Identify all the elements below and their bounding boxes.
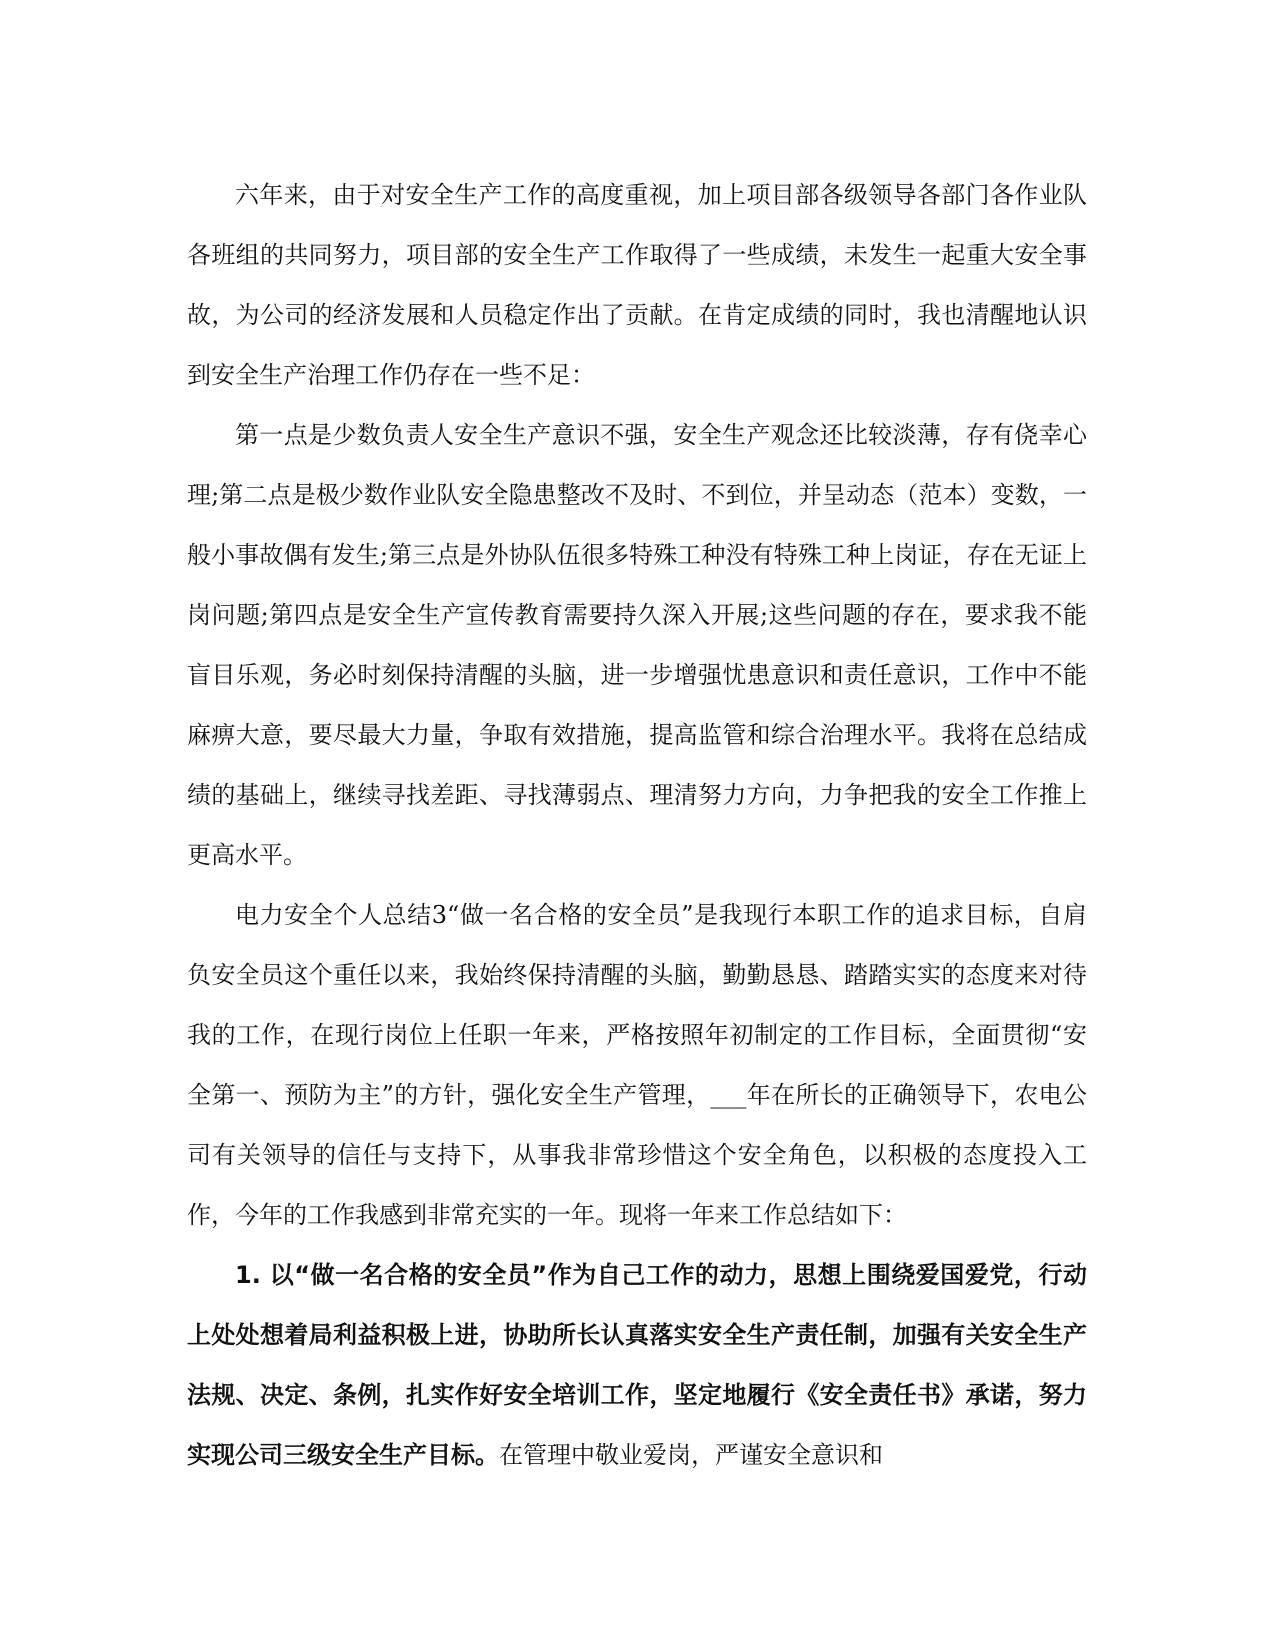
paragraph-2: 第一点是少数负责人安全生产意识不强，安全生产观念还比较淡薄，存有侥幸心理;第二点是极少数作业队安全隐患整改不及时、不到位，并呈动态（范本）变数，一般小事故偶有发生;第三点是外协队伍很多特殊工种没有特殊工种上岗证，存在无证上岗问题;第四点是安全生产宣传教育需要持久深入开展;这些问题的存在，要求我不能盲目乐观，务必时刻保持清醒的头脑，进一步增强忧患意识和责任意识，工作中不能麻痹大意，要尽最大力量，争取有效措施，提高监管和综合治理水平。我将在总结成绩的基础上，继续寻找差距、寻找薄弱点、理清努力方向，力争把我的安全工作推上更高水平。: [187, 421, 1087, 869]
paragraph-3: 电力安全个人总结3“做一名合格的安全员”是我现行本职工作的追求目标，自肩负安全员这个重任以来，我始终保持清醒的头脑，勤勤恳恳、踏踏实实的态度来对待我的工作，在现行岗位上任职一年来，严格按照年初制定的工作目标，全面贯彻“安全第一、预防为主”的方针，强化安全生产管理，___年在所长的正确领导下，农电公司有关领导的信任与支持下，从事我非常珍惜这个安全角色，以积极的态度投入工作，今年的工作我感到非常充实的一年。现将一年来工作总结如下：: [187, 901, 1087, 1229]
paragraph-4: [187, 1245, 1087, 1485]
bold-heading-text: 1. 以“做一名合格的安全员”作为自己工作的动力，思想上围绕爱国爱党，行动上处处想着局利益积极上进，协助所长认真落实安全生产责任制，加强有关安全生产法规、决定、条例，扎实作好安全培训工作，坚定地履行《安全责任书》承诺，努力实现公司三级安全生产目标。: [187, 1261, 1087, 1469]
paragraph-4-text: 在管理中敬业爱岗，严谨安全意识和: [499, 1441, 883, 1469]
document-page: [187, 165, 1087, 1485]
paragraph-1: 六年来，由于对安全生产工作的高度重视，加上项目部各级领导各部门各作业队各班组的共同努力，项目部的安全生产工作取得了一些成绩，未发生一起重大安全事故，为公司的经济发展和人员稳定作出了贡献。在肯定成绩的同时，我也清醒地认识到安全生产治理工作仍存在一些不足：: [187, 181, 1087, 389]
